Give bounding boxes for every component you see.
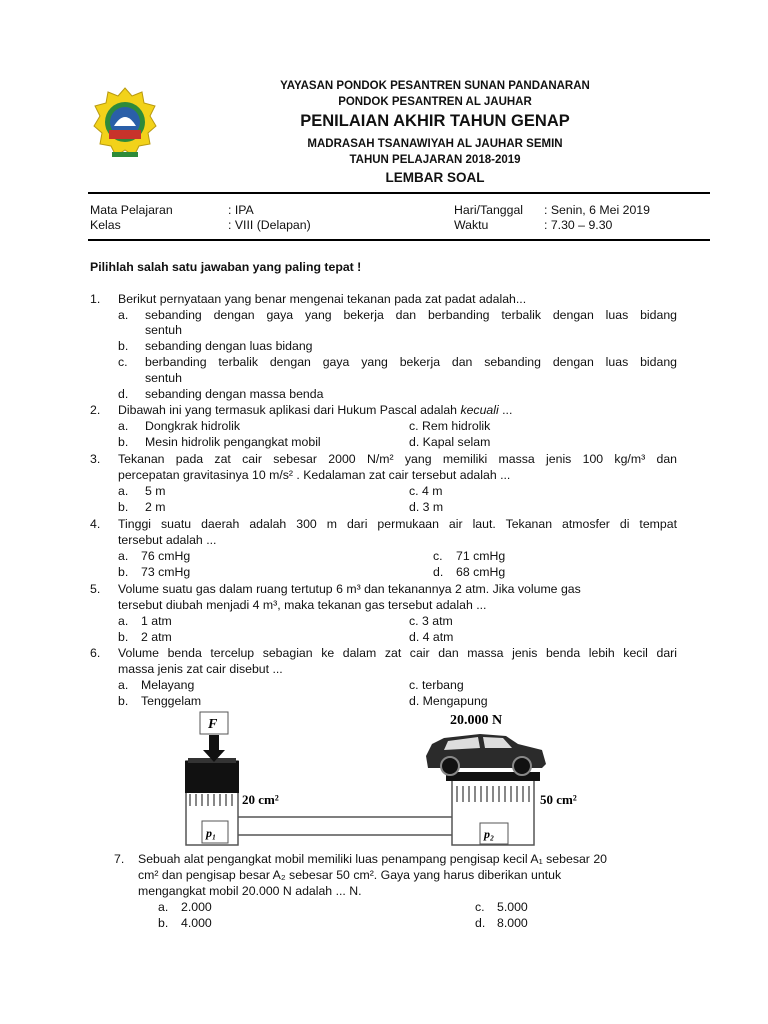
q1-option-d: sebanding dengan massa benda: [145, 387, 324, 401]
q5-line1: Volume suatu gas dalam ruang tertutup 6 m³ dan tekanannya 2 atm. Jika volume gas: [118, 582, 581, 596]
q4-line2: tersebut adalah ...: [118, 533, 217, 547]
q2-option-a: Dongkrak hidrolik: [145, 419, 241, 433]
q1-option-a-letter: a.: [118, 308, 129, 322]
q1-option-c-line1: berbanding terbalik dengan gaya yang bekerja dan sebanding dengan luas bidang: [145, 355, 677, 369]
q1-option-b: sebanding dengan luas bidang: [145, 339, 313, 353]
q2-option-b: Mesin hidrolik pengangkat mobil: [145, 435, 321, 449]
divider-top: [88, 192, 710, 194]
q6-line1: Volume benda tercelup sebagian ke dalam zat cair dan massa jenis benda lebih kecil dari: [118, 646, 677, 660]
q3-line2: percepatan gravitasinya 10 m/s² . Kedalaman zat cair tersebut adalah ...: [118, 468, 511, 482]
q4-option-c: 71 cmHg: [456, 549, 506, 563]
q1-text: Berikut pernyataan yang benar mengenai tekanan pada zat padat adalah...: [118, 292, 527, 306]
q5-number: 5.: [90, 582, 101, 596]
q6-option-c: c. terbang: [409, 678, 464, 692]
q2-option-c: c. Rem hidrolik: [409, 419, 491, 433]
q1-option-d-letter: d.: [118, 387, 129, 401]
madrasah-name: MADRASAH TSANAWIYAH AL JAUHAR SEMIN: [307, 138, 563, 150]
date-value: : Senin, 6 Mei 2019: [544, 203, 650, 217]
subject-label: Mata Pelajaran: [90, 203, 173, 217]
yayasan-name: YAYASAN PONDOK PESANTREN SUNAN PANDANARAN: [280, 80, 590, 92]
q6-option-b-letter: b.: [118, 694, 129, 708]
hydraulic-lift-diagram: [180, 706, 600, 848]
q4-option-d-letter: d.: [433, 565, 444, 579]
force-label: F: [208, 717, 218, 732]
q7-option-a: 2.000: [181, 900, 212, 914]
q4-option-b: 73 cmHg: [141, 565, 191, 579]
q6-option-d: d. Mengapung: [409, 694, 488, 708]
car-icon: [426, 734, 546, 775]
q3-line1: Tekanan pada zat cair sebesar 2000 N/m² yang memiliki massa jenis 100 kg/m³ dan: [118, 452, 677, 466]
q5-option-b-letter: b.: [118, 630, 129, 644]
q2-text: Dibawah ini yang termasuk aplikasi dari Hukum Pascal adalah kecuali ...: [118, 403, 513, 417]
q7-option-b: 4.000: [181, 916, 212, 930]
q3-option-a-letter: a.: [118, 484, 129, 498]
school-year: TAHUN PELAJARAN 2018-2019: [349, 154, 521, 166]
sheet-title: LEMBAR SOAL: [385, 170, 485, 185]
q5-option-b: 2 atm: [141, 630, 172, 644]
q1-option-a-line2: sentuh: [145, 323, 182, 337]
q2-number: 2.: [90, 403, 101, 417]
class-value: : VIII (Delapan): [228, 218, 311, 232]
p1-label: p₁: [206, 826, 217, 840]
large-area-label: 50 cm²: [540, 792, 577, 807]
q4-option-d: 68 cmHg: [456, 565, 506, 579]
pondok-name: PONDOK PESANTREN AL JAUHAR: [338, 96, 532, 108]
q7-option-c: 5.000: [497, 900, 528, 914]
q6-number: 6.: [90, 646, 101, 660]
q3-option-c: c. 4 m: [409, 484, 443, 498]
q2-option-d: d. Kapal selam: [409, 435, 491, 449]
q7-line3: mengangkat mobil 20.000 N adalah ... N.: [138, 884, 362, 898]
q5-line2: tersebut diubah menjadi 4 m³, maka tekanan gas tersebut adalah ...: [118, 598, 487, 612]
q7-line1: Sebuah alat pengangkat mobil memiliki luas penampang pengisap kecil A₁ sebesar 20: [138, 852, 607, 866]
q5-option-a-letter: a.: [118, 614, 129, 628]
q7-number: 7.: [114, 852, 125, 866]
q1-number: 1.: [90, 292, 101, 306]
q3-option-b-letter: b.: [118, 500, 129, 514]
exam-title: PENILAIAN AKHIR TAHUN GENAP: [300, 112, 570, 130]
q5-option-d: d. 4 atm: [409, 630, 454, 644]
subject-value: : IPA: [228, 203, 254, 217]
q1-option-a-line1: sebanding dengan gaya yang bekerja dan berbanding terbalik dengan luas bidang: [145, 308, 677, 322]
instruction: Pilihlah salah satu jawaban yang paling tepat !: [90, 260, 362, 274]
q1-option-c-line2: sentuh: [145, 371, 182, 385]
q3-option-b: 2 m: [145, 500, 166, 514]
time-value: : 7.30 – 9.30: [544, 218, 613, 232]
q1-option-b-letter: b.: [118, 339, 129, 353]
class-label: Kelas: [90, 218, 121, 232]
q7-option-c-letter: c.: [475, 900, 485, 914]
q6-option-a: Melayang: [141, 678, 195, 692]
q3-option-d: d. 3 m: [409, 500, 444, 514]
q2-option-b-letter: b.: [118, 435, 129, 449]
q7-option-a-letter: a.: [158, 900, 169, 914]
weight-label: 20.000 N: [450, 713, 503, 728]
q4-number: 4.: [90, 517, 101, 531]
q3-number: 3.: [90, 452, 101, 466]
q1-option-c-letter: c.: [118, 355, 128, 369]
q4-option-c-letter: c.: [433, 549, 443, 563]
q6-option-b: Tenggelam: [141, 694, 202, 708]
q7-option-d-letter: d.: [475, 916, 486, 930]
q7-option-b-letter: b.: [158, 916, 169, 930]
q4-option-a: 76 cmHg: [141, 549, 191, 563]
school-logo: [92, 86, 158, 166]
q4-option-a-letter: a.: [118, 549, 129, 563]
q7-line2: cm² dan pengisap besar A₂ sebesar 50 cm². Gaya yang harus diberikan untuk: [138, 868, 562, 882]
q4-option-b-letter: b.: [118, 565, 129, 579]
small-area-label: 20 cm²: [242, 792, 279, 807]
date-label: Hari/Tanggal: [454, 203, 524, 217]
p2-label: p₂: [484, 827, 495, 841]
q6-option-a-letter: a.: [118, 678, 129, 692]
q4-line1: Tinggi suatu daerah adalah 300 m dari permukaan air laut. Tekanan atmosfer di tempat: [118, 517, 677, 531]
q5-option-c: c. 3 atm: [409, 614, 453, 628]
divider-bottom: [88, 239, 710, 241]
q6-line2: massa jenis zat cair disebut ...: [118, 662, 283, 676]
q3-option-a: 5 m: [145, 484, 166, 498]
q2-option-a-letter: a.: [118, 419, 129, 433]
q7-option-d: 8.000: [497, 916, 528, 930]
time-label: Waktu: [454, 218, 489, 232]
q5-option-a: 1 atm: [141, 614, 172, 628]
